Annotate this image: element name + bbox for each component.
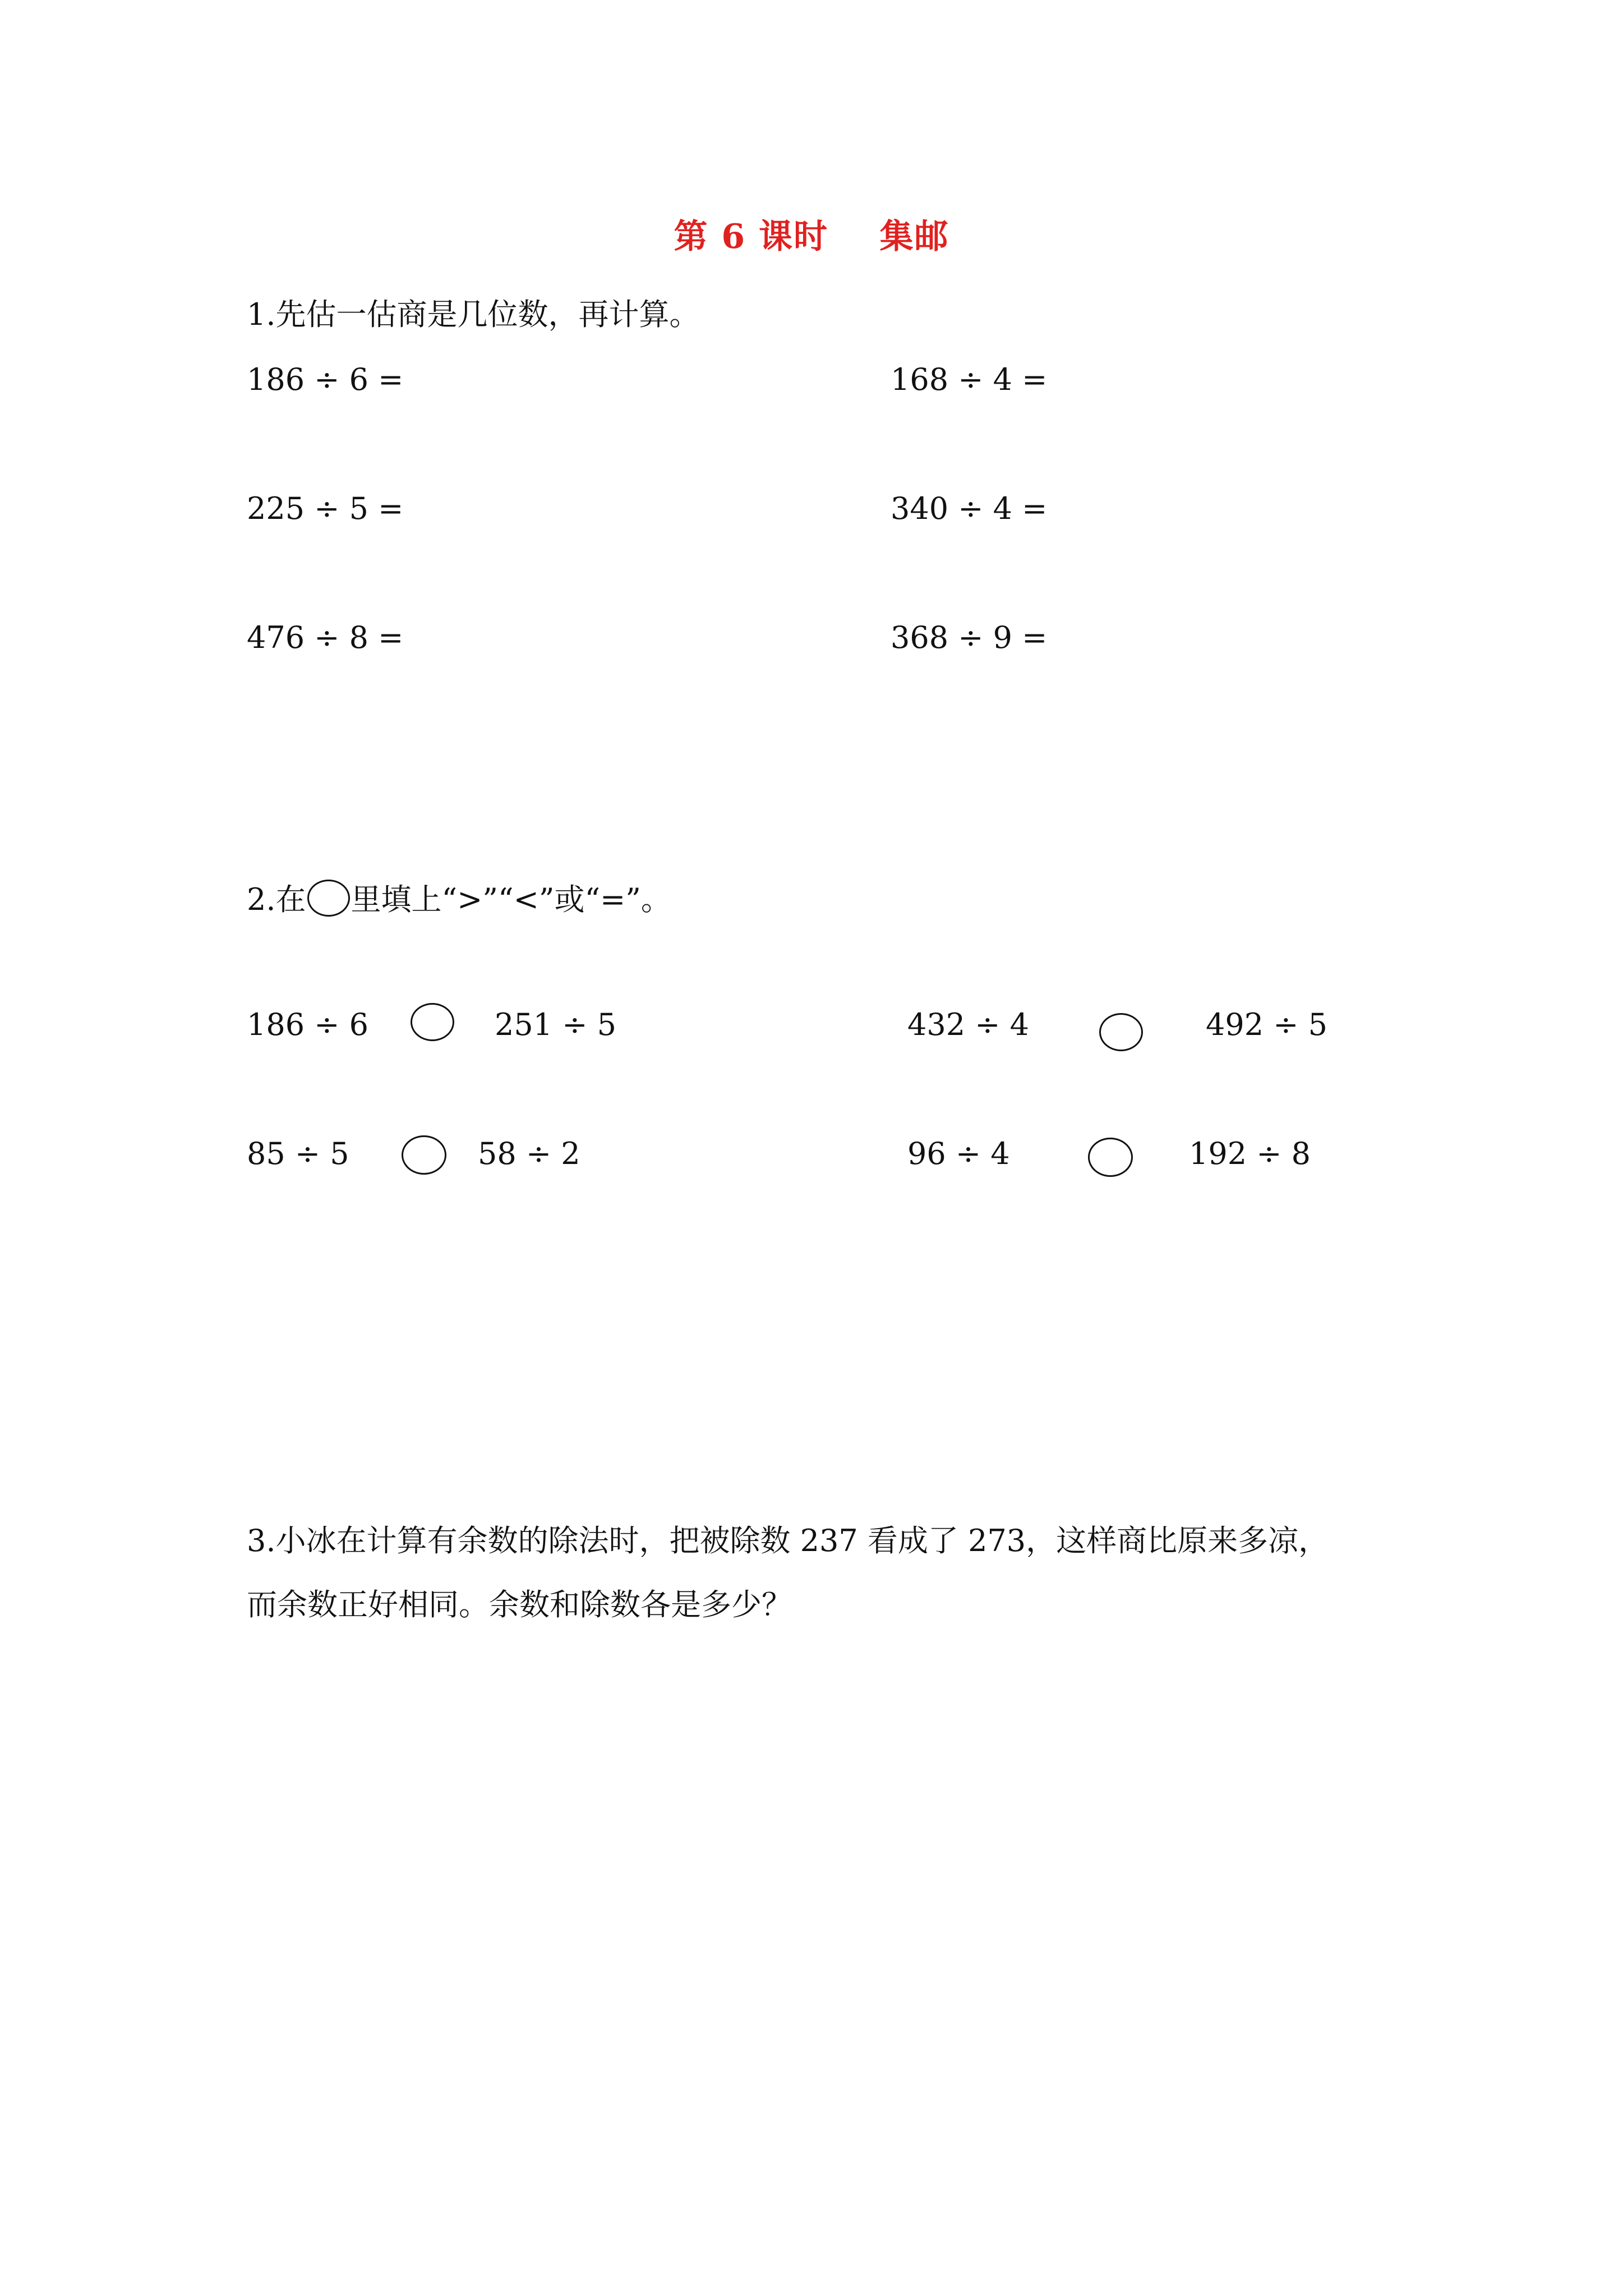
q2-row4-right-expr: 192 ÷ 8 — [1189, 1136, 1311, 1171]
q2-row2-compare-circle[interactable] — [1099, 1013, 1143, 1051]
question-1-prompt: 1.先估一估商是几位数，再计算。 — [247, 297, 700, 332]
q2-row1-right-expr: 251 ÷ 5 — [495, 1007, 617, 1042]
question-3-line-2: 而余数正好相同。余数和除数各是多少？ — [247, 1587, 792, 1622]
q2-prompt-before: 2.在 — [247, 882, 306, 917]
q2-row4-compare-circle[interactable] — [1088, 1138, 1133, 1177]
q2-row1-left-expr: 186 ÷ 6 — [247, 1007, 369, 1042]
q1-item-2: 168 ÷ 4 = — [891, 362, 1048, 397]
circle-blank-icon — [307, 880, 350, 917]
q2-row2-right-expr: 492 ÷ 5 — [1206, 1007, 1328, 1042]
page-title: 第 6 课时 集邮 — [674, 217, 949, 256]
q2-row4-left-expr: 96 ÷ 4 — [907, 1136, 1010, 1171]
q2-prompt-after: 里填上“>”“<”或“=”。 — [351, 882, 671, 917]
q2-row3-right-expr: 58 ÷ 2 — [478, 1136, 580, 1171]
q2-row3-compare-circle[interactable] — [402, 1135, 446, 1175]
q1-item-3: 225 ÷ 5 = — [247, 491, 404, 526]
q1-item-4: 340 ÷ 4 = — [891, 491, 1048, 526]
q2-row2-left-expr: 432 ÷ 4 — [907, 1007, 1030, 1042]
q1-item-6: 368 ÷ 9 = — [891, 620, 1048, 655]
question-2-prompt — [247, 880, 671, 917]
q2-row1-compare-circle[interactable] — [411, 1003, 454, 1041]
q1-item-1: 186 ÷ 6 = — [247, 362, 404, 397]
q2-row3-left-expr: 85 ÷ 5 — [247, 1136, 349, 1171]
q1-item-5: 476 ÷ 8 = — [247, 620, 404, 655]
question-3-line-1: 3.小冰在计算有余数的除法时，把被除数 237 看成了 273，这样商比原来多凉， — [247, 1523, 1329, 1558]
